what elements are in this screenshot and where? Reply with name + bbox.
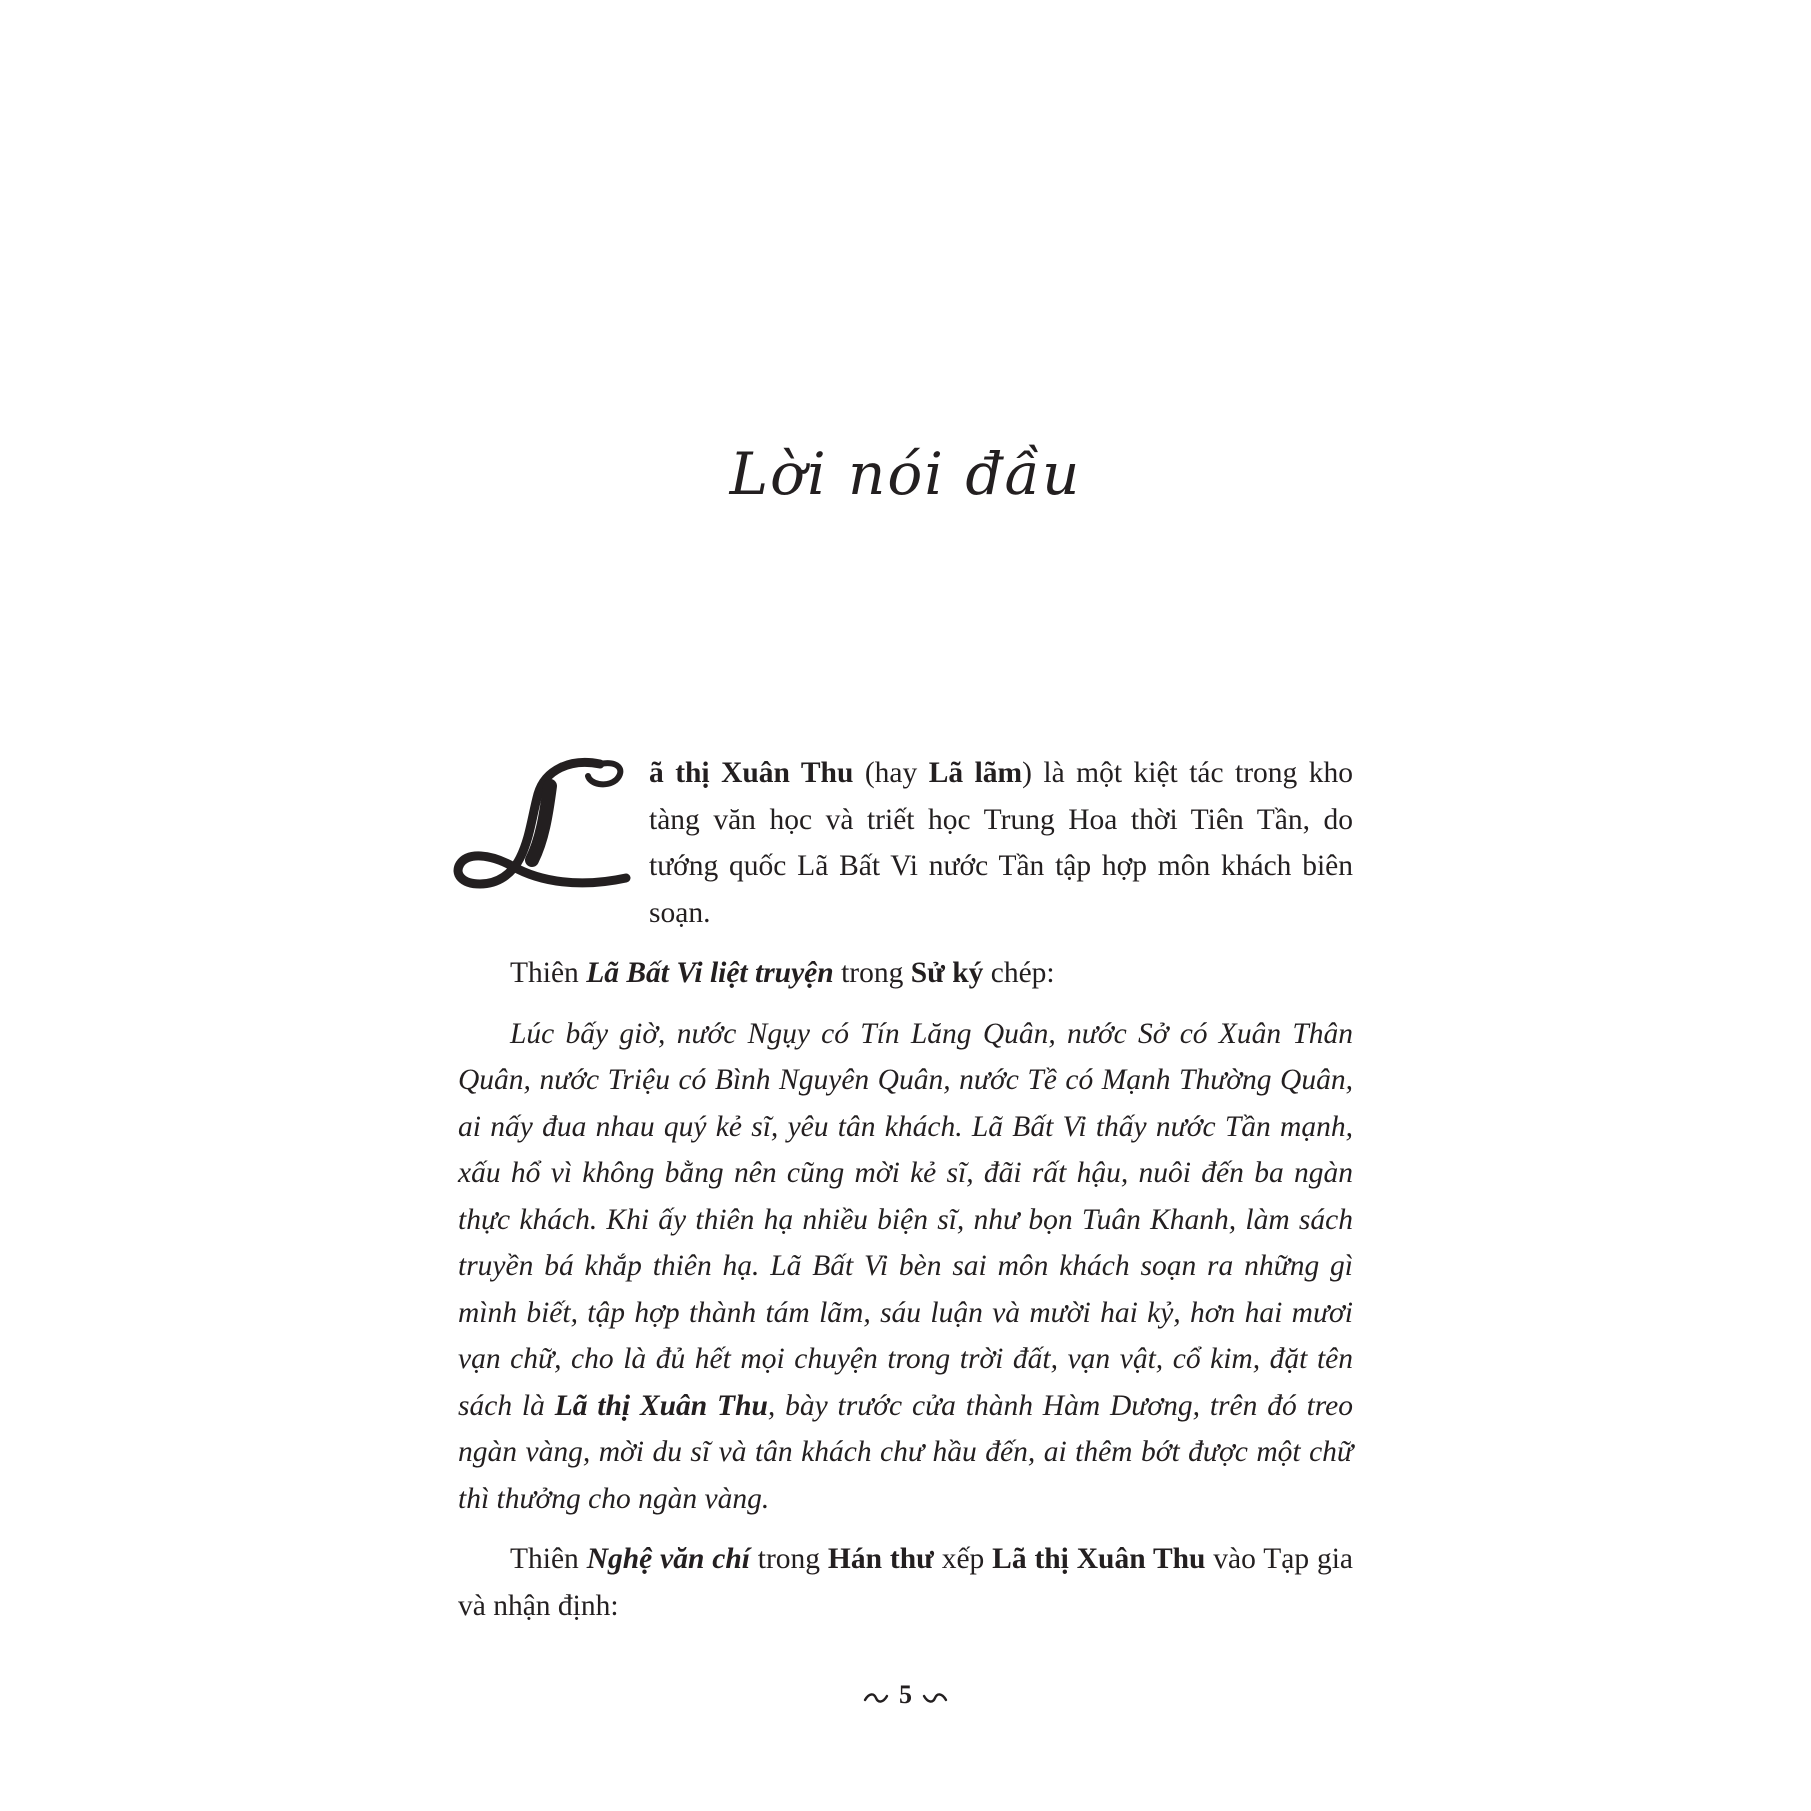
text-segment: Thiên [510, 1543, 587, 1575]
drop-cap-letter-l [450, 756, 635, 896]
text-segment: xếp [933, 1543, 993, 1575]
text-segment: ã thị Xuân Thu [649, 757, 854, 789]
text-segment: Lúc bấy giờ, nước Ngụy có Tín Lăng Quân, nước Sở có Xuân Thân Quân, nước Triệu có Bình Nguyên Quân, nước Tề có Mạnh Thường Quân, ai nấy đua nhau quý kẻ sĩ, yêu tân khách. Lã Bất Vi thấy nước Tần mạnh, xấu hổ vì không bằng nên cũng mời kẻ sĩ, đãi rất hậu, nuôi đến ba ngàn thực khách. Khi ấy thiên hạ nhiều biện sĩ, như bọn Tuân Khanh, làm sách truyền bá khắp thiên hạ. Lã Bất Vi bèn sai môn khách soạn ra những gì mình biết, tập hợp thành tám lãm, sáu luận và mười hai kỷ, hơn hai mươi vạn chữ, cho là đủ hết mọi chuyện trong trời đất, vạn vật, cổ kim, đặt tên sách là [458, 1017, 1353, 1422]
text-segment: Thiên [510, 957, 587, 989]
text-segment: Lã thị Xuân Thu [554, 1389, 768, 1422]
drop-cap [450, 756, 635, 896]
text-segment: , bày trước cửa thành Hàm Dương, trên đó treo ngàn vàng, mời du sĩ và tân khách chư hầu đến, ai thêm bớt được một chữ thì thưởng cho ngàn vàng. [458, 1389, 1353, 1515]
text-segment: Sử ký [910, 957, 984, 989]
page-title: Lời nói đầu [729, 440, 1082, 508]
paragraph-4 [458, 1536, 1353, 1629]
text-segment: Lã thị Xuân Thu [992, 1543, 1206, 1575]
paragraph-1 [458, 750, 1353, 936]
text-segment: ) là một kiệt tác trong kho tàng văn học và triết học Trung Hoa thời Tiên Tần, do tướng quốc Lã Bất Vi nước Tần tập hợp môn khách biên soạn. [649, 757, 1354, 929]
body-text [458, 750, 1353, 1643]
text-segment: Hán thư [827, 1543, 934, 1575]
text-segment: chép: [983, 957, 1055, 989]
left-ornament-icon [863, 1682, 889, 1712]
quote-paragraph [458, 1011, 1353, 1523]
text-segment: Lã lãm [928, 757, 1023, 789]
paragraph-2 [458, 950, 1353, 997]
text-segment: trong [749, 1543, 828, 1575]
text-segment: trong [833, 957, 911, 989]
paragraph-1-text [649, 757, 1353, 929]
text-segment: Nghệ văn chí [586, 1543, 750, 1575]
text-segment: (hay [853, 757, 929, 789]
right-ornament-icon [922, 1682, 948, 1712]
page-number: 5 [899, 1680, 912, 1709]
text-segment: Lã Bất Vi liệt truyện [586, 957, 834, 989]
page-number-footer [0, 1680, 1811, 1712]
text-segment: vào Tạp gia và nhận định: [458, 1543, 1353, 1622]
